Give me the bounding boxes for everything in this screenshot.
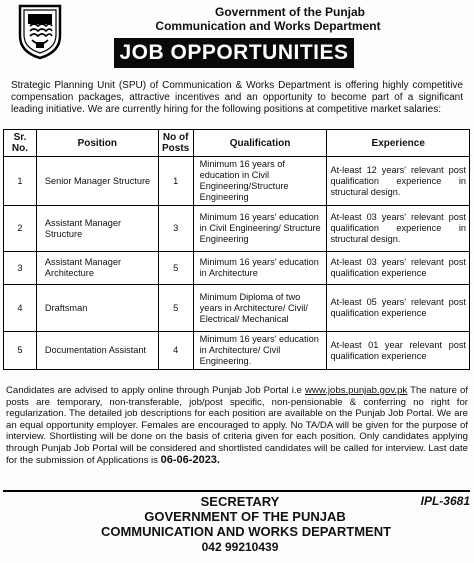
- header-experience: Experience: [327, 130, 470, 157]
- application-instructions: [6, 385, 468, 466]
- cell-qualification: Minimum 16 years' education in Architecture: [193, 252, 327, 285]
- cell-position: Documentation Assistant: [36, 332, 158, 370]
- cell-experience: At-least 05 years' relevant post qualification experience: [327, 285, 470, 332]
- cell-experience: At-least 03 years' relevant post qualification experience in structural design.: [327, 206, 470, 252]
- cell-sr-no: 3: [4, 252, 37, 285]
- department-name: Communication and Works Department: [155, 19, 381, 33]
- cell-qualification: Minimum 16 years of education in Civil Engineering/Structure Engineering: [193, 157, 327, 206]
- cell-position: Senior Manager Structure: [36, 157, 158, 206]
- table-row: [4, 157, 470, 206]
- cell-qualification: Minimum 16 years' education in Civil Engineering/ Structure Engineering: [193, 206, 327, 252]
- instructions-intro: Candidates are advised to apply online through Punjab Job Portal i.e: [6, 385, 305, 396]
- table-row: [4, 252, 470, 285]
- cell-no-of-posts: 5: [158, 285, 193, 332]
- cell-sr-no: 2: [4, 206, 37, 252]
- cell-experience: At-least 12 years' relevant post qualification experience in structural design.: [327, 157, 470, 206]
- cell-position: Assistant Manager Structure: [36, 206, 158, 252]
- signatory-government: GOVERNMENT OF THE PUNJAB: [144, 509, 346, 524]
- table-row: [4, 285, 470, 332]
- table-row: [4, 332, 470, 370]
- cell-experience: At-least 03 years' relevant post qualification experience: [327, 252, 470, 285]
- instructions-body: The nature of posts are temporary, non-transferable, job/post specific, non-pensionable & conferring no right for regularization. The detailed job descriptions for each position are available on the Punjab Job Portal. We are an equal opportunity employer. Females are encouraged to apply. No TA/DA will be given for the purpose of interview. Shortlisting will be done on the basis of criteria given for each position. Only candidates applying through Punjab Job Portal will be considered and shortlisted candidates will be called for interview. Last date for the submission of Applications is: [6, 385, 469, 466]
- cell-qualification: Minimum 16 years' education in Architecture/ Civil Engineering.: [193, 332, 327, 370]
- org-name: Government of the Punjab: [214, 5, 365, 19]
- header-position: Position: [36, 130, 158, 157]
- header-qualification: Qualification: [193, 130, 327, 157]
- table-header-row: [4, 130, 470, 157]
- cell-no-of-posts: 5: [158, 252, 193, 285]
- job-opportunities-banner: JOB OPPORTUNITIES: [114, 38, 354, 68]
- cell-no-of-posts: 4: [158, 332, 193, 370]
- divider: [3, 490, 470, 492]
- cell-no-of-posts: 1: [158, 157, 193, 206]
- punjab-government-emblem-icon: [14, 2, 66, 60]
- positions-table: [3, 129, 470, 370]
- contact-phone: 042 99210439: [201, 540, 279, 554]
- header-no-of-posts: No of Posts: [158, 130, 193, 157]
- cell-experience: At-least 01 year relevant post qualification experience: [327, 332, 470, 370]
- cell-sr-no: 1: [4, 157, 37, 206]
- cell-no-of-posts: 3: [158, 206, 193, 252]
- cell-sr-no: 5: [4, 332, 37, 370]
- job-portal-link[interactable]: www.jobs.punjab.gov.pk: [304, 385, 408, 396]
- last-date: 06-06-2023.: [160, 453, 220, 466]
- cell-qualification: Minimum Diploma of two years in Architecture/ Civil/ Electrical/ Mechanical: [193, 285, 327, 332]
- header-sr-no: Sr. No.: [4, 130, 37, 157]
- signatory-department: COMMUNICATION AND WORKS DEPARTMENT: [100, 524, 392, 539]
- cell-position: Assistant Manager Architecture: [36, 252, 158, 285]
- intro-paragraph: Strategic Planning Unit (SPU) of Communication & Works Department is offering highly competitive compensation packages, attractive incentives and an opportunity to become part of a significant leading initiative. We are currently hiring for the following positions at competitive market salaries:: [11, 80, 463, 115]
- cell-sr-no: 4: [4, 285, 37, 332]
- cell-position: Draftsman: [36, 285, 158, 332]
- ipl-number: IPL-3681: [420, 494, 470, 508]
- signatory-title: SECRETARY: [200, 494, 280, 509]
- table-row: [4, 206, 470, 252]
